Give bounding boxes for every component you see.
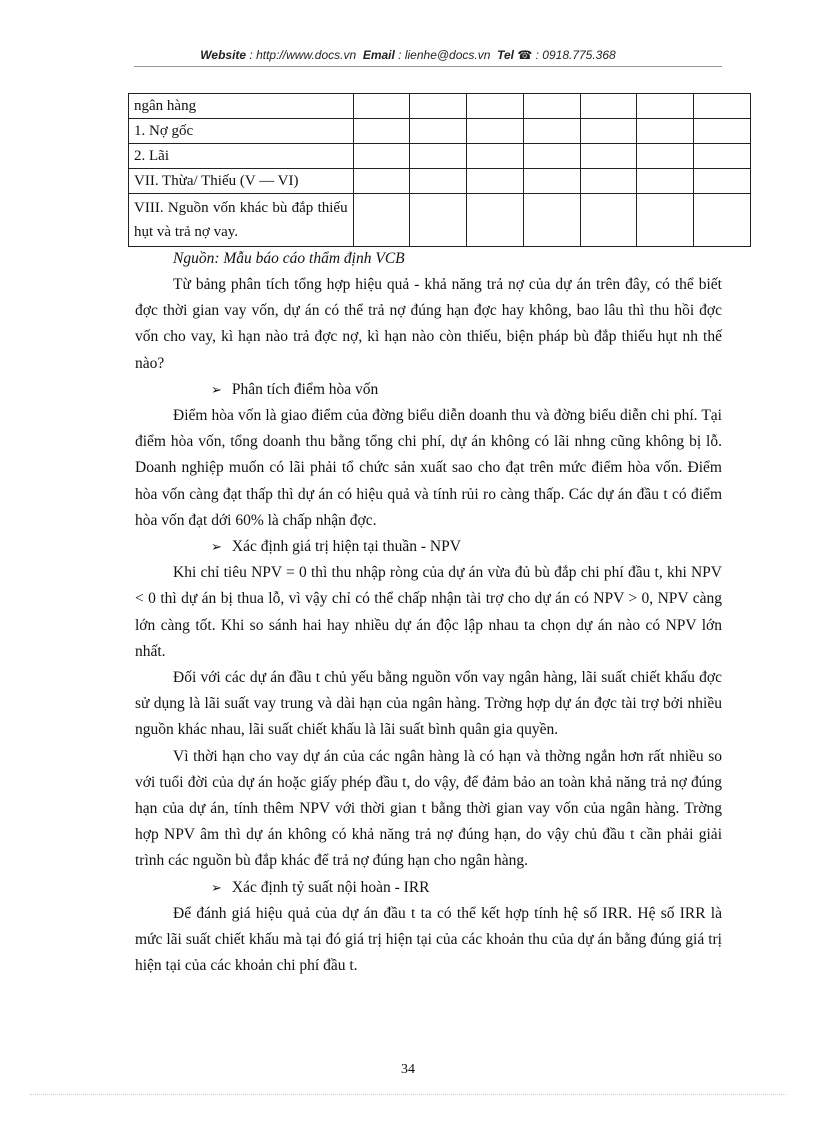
paragraph: Từ bảng phân tích tổng hợp hiệu quả - khả năng trả nợ của dự án trên đây, có thể biết đợc thời gian vay vốn, dự án có thể trả nợ đúng hạn đợc hay không, bao lâu thì thu hồi đợc vốn cho vay, kì hạn nào trả đợc nợ, kì hạn nào còn thiếu, biện pháp bù đắp thiếu hụt nh thế nào? <box>135 276 722 372</box>
table-row-label: 2. Lãi <box>129 144 354 169</box>
table-row-label-text: VIII. Nguồn vốn khác bù đắp thiếu hụt và trả nợ vay. <box>134 200 348 240</box>
table-cell <box>353 94 410 119</box>
phone-icon: ☎ <box>517 48 533 62</box>
table-cell <box>694 144 751 169</box>
section-heading-text: Xác định giá trị hiện tại thuần - NPV <box>231 538 461 556</box>
table-row <box>129 194 751 247</box>
email-value[interactable]: : lienhe@docs.vn <box>398 48 491 62</box>
table-row <box>129 144 751 169</box>
page-bottom-divider <box>30 1094 786 1095</box>
website-value[interactable]: : http://www.docs.vn <box>249 48 357 62</box>
table-row-label: VII. Thừa/ Thiếu (V — VI) <box>129 169 354 194</box>
paragraph: Đối với các dự án đầu t chủ yếu bằng nguồn vốn vay ngân hàng, lãi suất chiết khấu đợc sử dụng là lãi suất vay trung và dài hạn của ngân hàng. Trờng hợp dự án đợc tài trợ bởi nhiều nguồn khác nhau, lãi suất chiết khấu là lãi suất bình quân gia quyền. <box>135 669 722 739</box>
paragraph: Điểm hòa vốn là giao điểm của đờng biểu diễn doanh thu và đờng biểu diễn chi phí. Tại điểm hòa vốn, tổng doanh thu bằng tổng chi phí, dự án không có lãi nhng cũng không bị lỗ. Doanh nghiệp muốn có lãi phải tổ chức sản xuất sao cho đạt trên mức điểm hòa vốn. Điểm hòa vốn càng đạt thấp thì dự án có hiệu quả và tính rủi ro càng thấp. Các dự án đầu t có điểm hòa vốn đạt dới 60% là chấp nhận đợc. <box>135 407 722 529</box>
section-heading <box>135 534 722 560</box>
table-cell <box>523 144 580 169</box>
table-cell <box>637 119 694 144</box>
tel-label: Tel <box>497 48 514 62</box>
arrow-bullet-icon: ➢ <box>211 879 222 895</box>
table-row-label: 1. Nợ gốc <box>129 119 354 144</box>
table-cell <box>410 119 467 144</box>
table-cell <box>467 144 524 169</box>
table-cell <box>637 94 694 119</box>
table-cell <box>580 94 637 119</box>
section-heading-text: Phân tích điểm hòa vốn <box>231 380 379 398</box>
table-cell <box>580 169 637 194</box>
table-cell <box>523 169 580 194</box>
table-row-label: ngân hàng <box>129 94 354 119</box>
table-cell <box>467 119 524 144</box>
tel-value: : 0918.775.368 <box>535 48 616 62</box>
table-cell <box>353 194 410 247</box>
table-cell <box>580 144 637 169</box>
page-header <box>0 48 816 62</box>
table-cell <box>637 144 694 169</box>
table-cell <box>410 94 467 119</box>
arrow-bullet-icon: ➢ <box>211 381 222 397</box>
table-cell <box>694 169 751 194</box>
document-body <box>135 250 722 979</box>
paragraph: Vì thời hạn cho vay dự án của các ngân hàng là có hạn và thờng ngắn hơn rất nhiều so với tuổi đời của dự án hoặc giấy phép đầu t, do vậy, để đảm bảo an toàn khả năng trả nợ đúng hạn của dự án, tính thêm NPV với thời gian t bằng thời gian vay vốn của ngân hàng. Trờng hợp NPV âm thì dự án không có khả năng trả nợ đúng hạn, do vậy chủ đầu t cần phải giải trình các nguồn bù đắp khác để trả nợ đúng hạn cho ngân hàng. <box>135 747 722 870</box>
table-cell <box>523 194 580 247</box>
table-cell <box>694 119 751 144</box>
table-cell <box>523 119 580 144</box>
table-cell <box>353 169 410 194</box>
section-heading-text: Xác định tỷ suất nội hoàn - IRR <box>231 878 430 896</box>
table-row <box>129 119 751 144</box>
table-cell <box>637 194 694 247</box>
table-cell <box>637 169 694 194</box>
paragraph: Khi chỉ tiêu NPV = 0 thì thu nhập ròng của dự án vừa đủ bù đắp chi phí đầu t, khi NPV < 0 thì dự án bị thua lỗ, vì vậy chỉ có thể chấp nhận tài trợ cho dự án có NPV > 0, NPV càng lớn càng tốt. Khi so sánh hai hay nhiều dự án độc lập nhau ta chọn dự án nào có NPV lớn nhất. <box>135 564 722 660</box>
page-number: 34 <box>401 1062 415 1077</box>
arrow-bullet-icon: ➢ <box>211 539 222 555</box>
table-cell <box>467 169 524 194</box>
website-label: Website <box>200 48 247 62</box>
email-label: Email <box>362 48 395 62</box>
table-cell <box>694 94 751 119</box>
table-cell <box>467 194 524 247</box>
table-cell <box>523 94 580 119</box>
table-cell <box>353 119 410 144</box>
table-cell <box>410 169 467 194</box>
table-row-label <box>129 194 354 247</box>
debt-repayment-table <box>128 93 751 247</box>
paragraph: Để đánh giá hiệu quả của dự án đầu t ta có thể kết hợp tính hệ số IRR. Hệ số IRR là mức lãi suất chiết khấu mà tại đó giá trị hiện tại của các khoản thu của dự án bằng đúng giá trị hiện tại của các khoản chi phí đầu t. <box>135 904 722 975</box>
table-cell <box>694 194 751 247</box>
section-heading <box>135 875 722 901</box>
table-cell <box>467 94 524 119</box>
table-cell <box>410 194 467 247</box>
table-row <box>129 94 751 119</box>
source-note: Nguồn: Mẫu báo cáo thẩm định VCB <box>173 250 405 267</box>
table-cell <box>580 119 637 144</box>
table-cell <box>580 194 637 247</box>
table-row <box>129 169 751 194</box>
section-heading <box>135 377 722 403</box>
table-cell <box>410 144 467 169</box>
table-cell <box>353 144 410 169</box>
header-divider <box>134 66 722 67</box>
